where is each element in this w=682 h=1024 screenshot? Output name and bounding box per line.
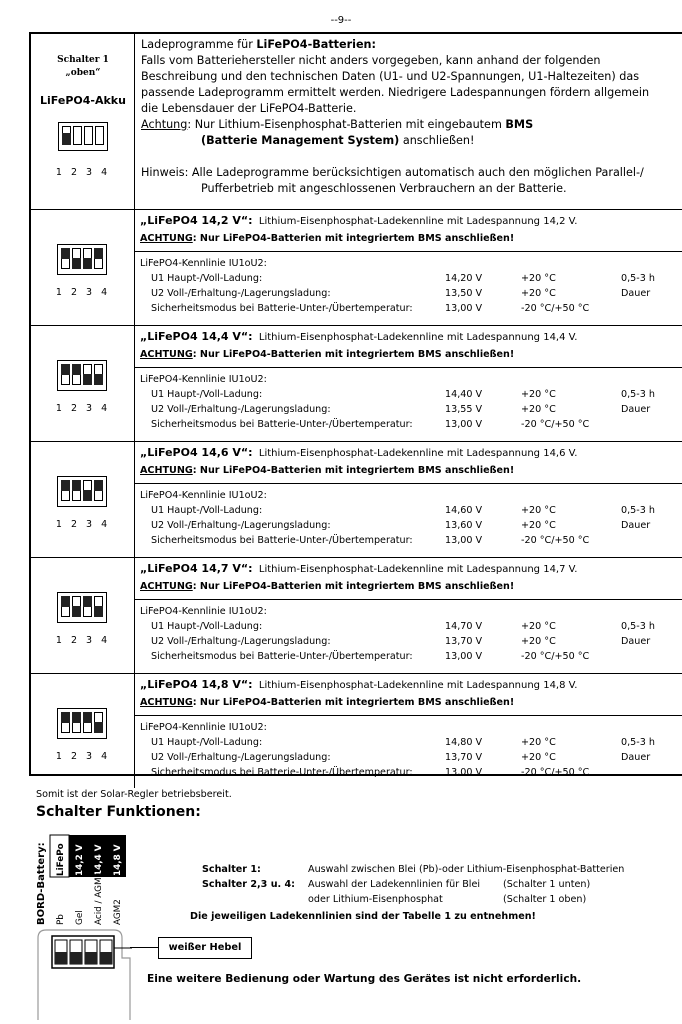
- u2-time: Dauer: [621, 520, 651, 531]
- intro-hinweis-2: Pufferbetrieb mit angeschlossenen Verbrauchern an der Batterie.: [201, 182, 567, 195]
- dip-cell: [31, 326, 135, 441]
- u1-temp: +20 °C: [521, 621, 556, 632]
- s234-note-1: (Schalter 1 unten): [503, 879, 591, 890]
- program-warning: ACHTUNG: Nur LiFePO4-Batterien mit integriertem BMS anschließen!: [140, 697, 515, 708]
- u1-voltage: 14,70 V: [445, 621, 483, 632]
- safe-voltage: 13,00 V: [445, 535, 483, 546]
- ready-note: Somit ist der Solar-Regler betriebsbereit.: [36, 789, 232, 800]
- switch-diagram: [32, 830, 132, 1020]
- program-cell: [135, 326, 682, 441]
- dip-cell: [31, 674, 135, 788]
- switch-caption: Schalter 1 „oben“: [57, 55, 109, 78]
- s234-label: Schalter 2,3 u. 4:: [202, 879, 296, 890]
- safe-label: Sicherheitsmodus bei Batterie-Unter-/Übertemperatur:: [151, 651, 413, 662]
- intro-row: [31, 34, 682, 210]
- program-row: [31, 442, 682, 558]
- safe-voltage: 13,00 V: [445, 651, 483, 662]
- program-title: „LiFePO4 14,6 V“: Lithium-Eisenphosphat-Ladekennline mit Ladespannung 14,6 V.: [140, 446, 578, 459]
- bottom-label-2: Gel: [75, 910, 85, 925]
- u1-temp: +20 °C: [521, 389, 556, 400]
- intro-hinweis-1: Hinweis: Alle Ladeprogramme berücksichtigen automatisch auch den möglichen Parallel-/: [141, 166, 644, 179]
- program-title: „LiFePO4 14,4 V“: Lithium-Eisenphosphat-Ladekennline mit Ladespannung 14,4 V.: [140, 330, 578, 343]
- u1-time: 0,5-3 h: [621, 621, 655, 632]
- u2-label: U2 Voll-/Erhaltung-/Lagerungsladung:: [151, 636, 331, 647]
- u2-temp: +20 °C: [521, 288, 556, 299]
- kennlinie-label: LiFePO4-Kennlinie IU1oU2:: [140, 258, 267, 269]
- u1-voltage: 14,80 V: [445, 737, 483, 748]
- safe-voltage: 13,00 V: [445, 419, 483, 430]
- page-number: --9--: [330, 15, 352, 26]
- safe-label: Sicherheitsmodus bei Batterie-Unter-/Übertemperatur:: [151, 419, 413, 430]
- safe-voltage: 13,00 V: [445, 767, 483, 778]
- top-label-2: 14,2 V: [75, 844, 85, 876]
- kennlinie-label: LiFePO4-Kennlinie IU1oU2:: [140, 722, 267, 733]
- charging-programs-table: [29, 32, 682, 776]
- program-warning: ACHTUNG: Nur LiFePO4-Batterien mit integriertem BMS anschließen!: [140, 349, 515, 360]
- intro-para-2: Beschreibung und den technischen Daten (U1- und U2-Spannungen, U1-Haltezeiten) das: [141, 70, 640, 83]
- u2-time: Dauer: [621, 288, 651, 299]
- intro-achtung-2: (Batterie Management System) anschließen!: [201, 134, 475, 147]
- dip-cell: [31, 442, 135, 557]
- u1-label: U1 Haupt-/Voll-Ladung:: [151, 273, 263, 284]
- safe-label: Sicherheitsmodus bei Batterie-Unter-/Übertemperatur:: [151, 303, 413, 314]
- safe-temp: -20 °C/+50 °C: [521, 303, 590, 314]
- dip-switch: [57, 360, 107, 391]
- u1-temp: +20 °C: [521, 273, 556, 284]
- dip-numbers: 1 2 3 4: [55, 751, 111, 762]
- u1-time: 0,5-3 h: [621, 737, 655, 748]
- top-label-4: 14,8 V: [113, 844, 123, 876]
- functions-heading: Schalter Funktionen:: [36, 804, 201, 820]
- u2-time: Dauer: [621, 752, 651, 763]
- program-row: [31, 210, 682, 326]
- bottom-label-3: Acid / AGM1: [94, 871, 104, 925]
- u1-label: U1 Haupt-/Voll-Ladung:: [151, 621, 263, 632]
- safe-label: Sicherheitsmodus bei Batterie-Unter-/Übertemperatur:: [151, 535, 413, 546]
- program-title: „LiFePO4 14,7 V“: Lithium-Eisenphosphat-Ladekennline mit Ladespannung 14,7 V.: [140, 562, 578, 575]
- s234-note-2: (Schalter 1 oben): [503, 894, 587, 905]
- u2-label: U2 Voll-/Erhaltung-/Lagerungsladung:: [151, 520, 331, 531]
- kennlinie-label: LiFePO4-Kennlinie IU1oU2:: [140, 374, 267, 385]
- u1-voltage: 14,60 V: [445, 505, 483, 516]
- u1-voltage: 14,40 V: [445, 389, 483, 400]
- u2-voltage: 13,70 V: [445, 636, 483, 647]
- u2-label: U2 Voll-/Erhaltung-/Lagerungsladung:: [151, 288, 331, 299]
- program-cell: [135, 210, 682, 325]
- program-row: [31, 558, 682, 674]
- u1-time: 0,5-3 h: [621, 389, 655, 400]
- u1-time: 0,5-3 h: [621, 505, 655, 516]
- program-warning: ACHTUNG: Nur LiFePO4-Batterien mit integriertem BMS anschließen!: [140, 233, 515, 244]
- dip-switch: [57, 244, 107, 275]
- u2-voltage: 13,50 V: [445, 288, 483, 299]
- dip-numbers: 1 2 3 4: [55, 403, 111, 414]
- intro-para-1: Falls vom Batteriehersteller nicht anders vorgegeben, kann anhand der folgenden: [141, 54, 601, 67]
- kennlinie-label: LiFePO4-Kennlinie IU1oU2:: [140, 606, 267, 617]
- u2-temp: +20 °C: [521, 752, 556, 763]
- program-cell: [135, 442, 682, 557]
- u2-time: Dauer: [621, 404, 651, 415]
- u2-voltage: 13,70 V: [445, 752, 483, 763]
- safe-voltage: 13,00 V: [445, 303, 483, 314]
- dip-numbers: 1 2 3 4: [55, 519, 111, 530]
- u1-temp: +20 °C: [521, 505, 556, 516]
- s1-label: Schalter 1:: [202, 864, 261, 875]
- program-title: „LiFePO4 14,2 V“: Lithium-Eisenphosphat-Ladekennline mit Ladespannung 14,2 V.: [140, 214, 578, 227]
- top-label-1: LiFePo: [56, 843, 66, 876]
- dip-numbers: 1 2 3 4: [55, 167, 111, 178]
- dip-switch-intro: [58, 122, 108, 151]
- dip-numbers: 1 2 3 4: [55, 287, 111, 298]
- safe-temp: -20 °C/+50 °C: [521, 767, 590, 778]
- kennlinie-label: LiFePO4-Kennlinie IU1oU2:: [140, 490, 267, 501]
- u2-time: Dauer: [621, 636, 651, 647]
- dip-cell: [31, 210, 135, 325]
- program-cell: [135, 558, 682, 673]
- dip-switch: [57, 476, 107, 507]
- dip-numbers: 1 2 3 4: [55, 635, 111, 646]
- intro-achtung: Achtung: Nur Lithium-Eisenphosphat-Batterien mit eingebautem BMS: [141, 118, 534, 131]
- u2-label: U2 Voll-/Erhaltung-/Lagerungsladung:: [151, 404, 331, 415]
- program-warning: ACHTUNG: Nur LiFePO4-Batterien mit integriertem BMS anschließen!: [140, 465, 515, 476]
- final-note: Eine weitere Bedienung oder Wartung des Gerätes ist nicht erforderlich.: [147, 973, 582, 985]
- s1-text: Auswahl zwischen Blei (Pb)-oder Lithium-Eisenphosphat-Batterien: [308, 864, 625, 875]
- u1-label: U1 Haupt-/Voll-Ladung:: [151, 505, 263, 516]
- safe-label: Sicherheitsmodus bei Batterie-Unter-/Übertemperatur:: [151, 767, 413, 778]
- s234-text-1: Auswahl der Ladekennlinien für Blei: [308, 879, 481, 890]
- program-title: „LiFePO4 14,8 V“: Lithium-Eisenphosphat-Ladekennline mit Ladespannung 14,8 V.: [140, 678, 578, 691]
- u2-temp: +20 °C: [521, 636, 556, 647]
- table-reference: Die jeweiligen Ladekennlinien sind der Tabelle 1 zu entnehmen!: [190, 911, 536, 922]
- dip-switch: [57, 708, 107, 739]
- u1-label: U1 Haupt-/Voll-Ladung:: [151, 737, 263, 748]
- white-lever-label: weißer Hebel: [158, 937, 252, 959]
- program-row: [31, 326, 682, 442]
- u1-voltage: 14,20 V: [445, 273, 483, 284]
- intro-para-3: passende Ladeprogramm ermittelt werden. Niedrigere Ladespannungen fördern allgemein: [141, 86, 650, 99]
- dip-cell: [31, 558, 135, 673]
- safe-temp: -20 °C/+50 °C: [521, 651, 590, 662]
- bord-battery-label: BORD-Battery:: [36, 842, 47, 925]
- u2-label: U2 Voll-/Erhaltung-/Lagerungsladung:: [151, 752, 331, 763]
- u1-time: 0,5-3 h: [621, 273, 655, 284]
- u2-voltage: 13,55 V: [445, 404, 483, 415]
- intro-heading: Ladeprogramme für LiFePO4-Batterien:: [141, 38, 376, 51]
- safe-temp: -20 °C/+50 °C: [521, 419, 590, 430]
- safe-temp: -20 °C/+50 °C: [521, 535, 590, 546]
- dip-switch: [57, 592, 107, 623]
- u1-temp: +20 °C: [521, 737, 556, 748]
- program-warning: ACHTUNG: Nur LiFePO4-Batterien mit integriertem BMS anschließen!: [140, 581, 515, 592]
- program-row: [31, 674, 682, 788]
- intro-text-cell: [135, 34, 682, 209]
- u1-label: U1 Haupt-/Voll-Ladung:: [151, 389, 263, 400]
- switch-cell: [31, 34, 135, 209]
- bottom-label-1: Pb: [56, 914, 66, 925]
- intro-para-4: die Lebensdauer der LiFePO4-Batterie.: [141, 102, 357, 115]
- akku-label: LiFePO4-Akku: [40, 94, 126, 107]
- s234-text-2: oder Lithium-Eisenphosphat: [308, 894, 443, 905]
- bottom-label-4: AGM2: [113, 899, 123, 925]
- top-label-3: 14,4 V: [94, 844, 104, 876]
- program-cell: [135, 674, 682, 788]
- u2-voltage: 13,60 V: [445, 520, 483, 531]
- u2-temp: +20 °C: [521, 520, 556, 531]
- u2-temp: +20 °C: [521, 404, 556, 415]
